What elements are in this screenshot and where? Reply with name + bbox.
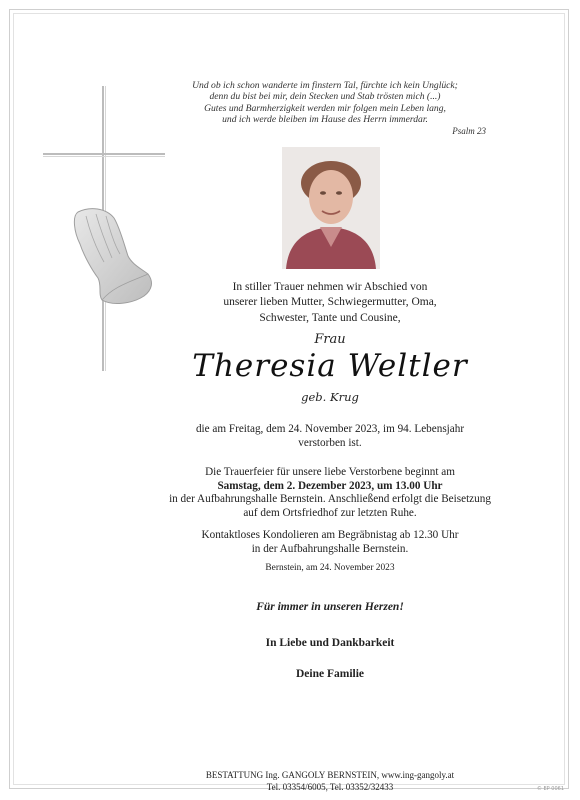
condolence-line: Kontaktloses Kondolieren am Begräbnistag ab 12.30 Uhr	[201, 529, 459, 541]
death-notice-line: die am Freitag, dem 24. November 2023, im 94. Lebensjahr	[195, 423, 465, 435]
motto: Für immer in unseren Herzen!	[256, 601, 404, 613]
intro-text	[120, 280, 540, 326]
closing-phrase: In Liebe und Dankbarkeit	[265, 637, 395, 649]
psalm-quote	[170, 80, 480, 126]
death-notice	[120, 423, 540, 450]
deceased-name: Theresia Weltler	[192, 348, 468, 384]
psalm-line: denn du bist bei mir, dein Stecken und Stab trösten mich (...)	[209, 91, 441, 103]
ceremony-line: in der Aufbahrungshalle Bernstein. Anschließend erfolgt die Beisetzung	[169, 493, 491, 506]
psalm-line: Und ob ich schon wanderte im finstern Tal, fürchte ich kein Unglück;	[192, 80, 458, 91]
deceased-birth-name: geb. Krug	[301, 390, 359, 404]
ceremony-line: Die Trauerfeier für unsere liebe Verstorbene beginnt am	[205, 466, 455, 478]
intro-line: Schwester, Tante und Cousine,	[259, 311, 401, 324]
footer-line: BESTATTUNG Ing. GANGOLY BERNSTEIN, www.ing-gangoly.at	[205, 770, 455, 780]
death-notice-line: verstorben ist.	[298, 436, 362, 449]
deceased-photo	[282, 147, 380, 269]
place-date: Bernstein, am 24. November 2023	[265, 563, 395, 573]
psalm-reference: Psalm 23	[452, 126, 486, 136]
psalm-line: und ich werde bleiben im Hause des Herrn immerdar.	[222, 114, 428, 126]
signature: Deine Familie	[295, 668, 365, 680]
intro-line: unserer lieben Mutter, Schwiegermutter, Oma,	[223, 296, 437, 309]
psalm-line: Gutes und Barmherzigkeit werden mir folgen mein Leben lang,	[204, 102, 446, 114]
deceased-title: Frau	[314, 332, 346, 347]
ceremony-line: auf dem Ortsfriedhof zur letzten Ruhe.	[243, 506, 417, 519]
condolence-info	[120, 529, 540, 556]
footer-line: Tel. 03354/6005, Tel. 03352/32433	[266, 781, 394, 792]
funeral-home-footer	[180, 770, 480, 793]
condolence-line: in der Aufbahrungshalle Bernstein.	[251, 542, 409, 555]
corner-code: © EP 0061	[536, 786, 564, 792]
intro-line: In stiller Trauer nehmen wir Abschied von	[232, 281, 428, 293]
ceremony-info	[120, 466, 540, 520]
ceremony-datetime: Samstag, dem 2. Dezember 2023, um 13.00 Uhr	[217, 479, 443, 492]
